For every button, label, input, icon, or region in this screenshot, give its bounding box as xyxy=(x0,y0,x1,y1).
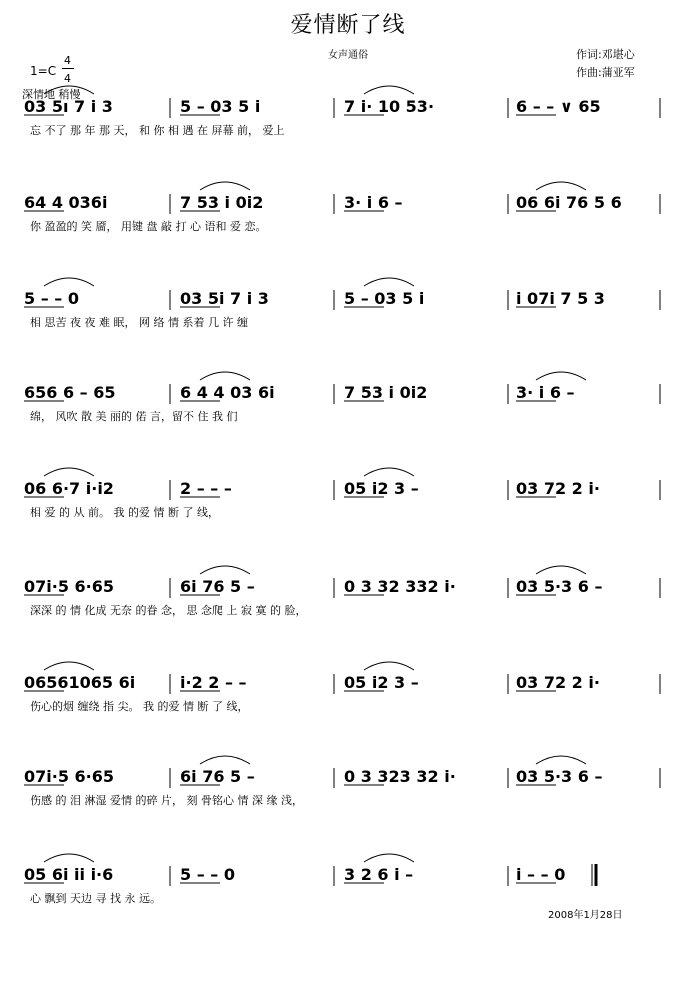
measure-notes: 7 53 i 0i2 xyxy=(180,193,264,212)
measure-notes: 5 – – 0 xyxy=(24,289,79,308)
measure-notes: 05 6i ii i·6 xyxy=(24,865,114,884)
measure-notes: 03 5·3 6 – xyxy=(516,767,603,786)
measure-notes: 3 2 6 i – xyxy=(344,865,414,884)
lyric-line: 绵， 风吹 散 美 丽的 偌 言，留不 住 我 们 xyxy=(30,410,238,423)
composer-credit: 作曲:蒲亚军 xyxy=(576,66,635,79)
lyric-line: 深深 的 情 化成 无奈 的眷 念， 思 念爬 上 寂 寞 的 脸， xyxy=(30,604,307,617)
slur-arc xyxy=(44,854,94,862)
measure-notes: 03 72 2 i· xyxy=(516,479,600,498)
lyric-line: 你 盈盈的 笑 靥， 用键 盘 敲 打 心 语和 爱 恋。 xyxy=(30,220,267,233)
measure-notes: i 07i 7 5 3 xyxy=(516,289,605,308)
slur-arc xyxy=(44,662,94,670)
lyric-line: 心 飘到 天边 寻 找 永 远。 xyxy=(30,892,161,905)
date-stamp: 2008年1月28日 xyxy=(548,910,623,921)
slur-arc xyxy=(536,372,586,380)
measure-notes: 03 5·3 6 – xyxy=(516,577,603,596)
lyric-line: 相 思苦 夜 夜 难 眠， 网 络 情 系着 几 许 缠 xyxy=(30,316,248,329)
measure-notes: 06 6i 76 5 6 xyxy=(516,193,622,212)
measure-notes: 06 6·7 i·i2 xyxy=(24,479,114,498)
lyric-line: 伤心的烟 缠绕 指 尖。 我 的爱 情 断 了 线， xyxy=(30,700,249,713)
slur-arc xyxy=(200,372,250,380)
song-subtitle: 女声通俗 xyxy=(328,50,368,61)
slur-arc xyxy=(200,182,250,190)
measure-notes: i·2 2 – – xyxy=(180,673,247,692)
measure-notes: 7 i· 10 53· xyxy=(344,97,435,116)
measure-notes: 07i·5 6·65 xyxy=(24,577,115,596)
measure-notes: 07i·5 6·65 xyxy=(24,767,115,786)
measure-notes: 05 i2 3 – xyxy=(344,673,419,692)
measure-notes: 0 3 32 332 i· xyxy=(344,577,456,596)
tempo-marking: 深情地 稍慢 xyxy=(22,88,81,101)
slur-arc xyxy=(536,182,586,190)
measure-notes: 06561065 6i xyxy=(24,673,136,692)
measure-notes: 6i 76 5 – xyxy=(180,767,255,786)
slur-arc xyxy=(364,854,414,862)
measure-notes: 6 – – ∨ 65 xyxy=(516,97,601,116)
measure-notes: 03 5i 7 i 3 xyxy=(180,289,269,308)
time-signature-top: 4 xyxy=(64,54,71,67)
slur-arc xyxy=(200,566,250,574)
measure-notes: 64 4 036i xyxy=(24,193,108,212)
lyric-line: 相 爱 的 从 前。 我 的爱 情 断 了 线， xyxy=(30,506,219,519)
measure-notes: 3· i 6 – xyxy=(344,193,403,212)
slur-arc xyxy=(364,86,414,94)
measure-notes: 03 72 2 i· xyxy=(516,673,600,692)
lyricist-credit: 作词:邓堪心 xyxy=(576,48,635,61)
lyric-line: 伤感 的 泪 淋湿 爱情 的碎 片， 刻 骨铭心 情 深 缘 浅， xyxy=(30,794,303,807)
measure-notes: i – – 0 xyxy=(516,865,566,884)
measure-notes: 7 53 i 0i2 xyxy=(344,383,428,402)
slur-arc xyxy=(536,756,586,764)
slur-arc xyxy=(364,662,414,670)
measure-notes: 03 5ı 7 i 3 xyxy=(24,97,113,116)
measure-notes: 5 – 03 5 i xyxy=(180,97,261,116)
slur-arc xyxy=(536,566,586,574)
slur-arc xyxy=(364,468,414,476)
time-signature-bottom: 4 xyxy=(64,72,71,85)
measure-notes: 5 – 03 5 i xyxy=(344,289,425,308)
slur-arc xyxy=(364,278,414,286)
measure-notes: 6 4 4 03 6i xyxy=(180,383,275,402)
slur-arc xyxy=(44,86,94,94)
measure-notes: 2 – – – xyxy=(180,479,232,498)
measure-notes: 0 3 323 32 i· xyxy=(344,767,456,786)
slur-arc xyxy=(44,468,94,476)
measure-notes: 05 i2 3 – xyxy=(344,479,419,498)
measure-notes: 5 – – 0 xyxy=(180,865,235,884)
slur-arc xyxy=(200,756,250,764)
measure-notes: 6i 76 5 – xyxy=(180,577,255,596)
slur-arc xyxy=(44,278,94,286)
lyric-line: 忘 不了 那 年 那 天， 和 你 相 遇 在 屏幕 前， 爱上 xyxy=(30,124,285,137)
song-title: 爱情断了线 xyxy=(290,13,406,38)
measure-notes: 3· i 6 – xyxy=(516,383,575,402)
measure-notes: 656 6 – 65 xyxy=(24,383,116,402)
key-signature: 1=C xyxy=(30,64,57,78)
